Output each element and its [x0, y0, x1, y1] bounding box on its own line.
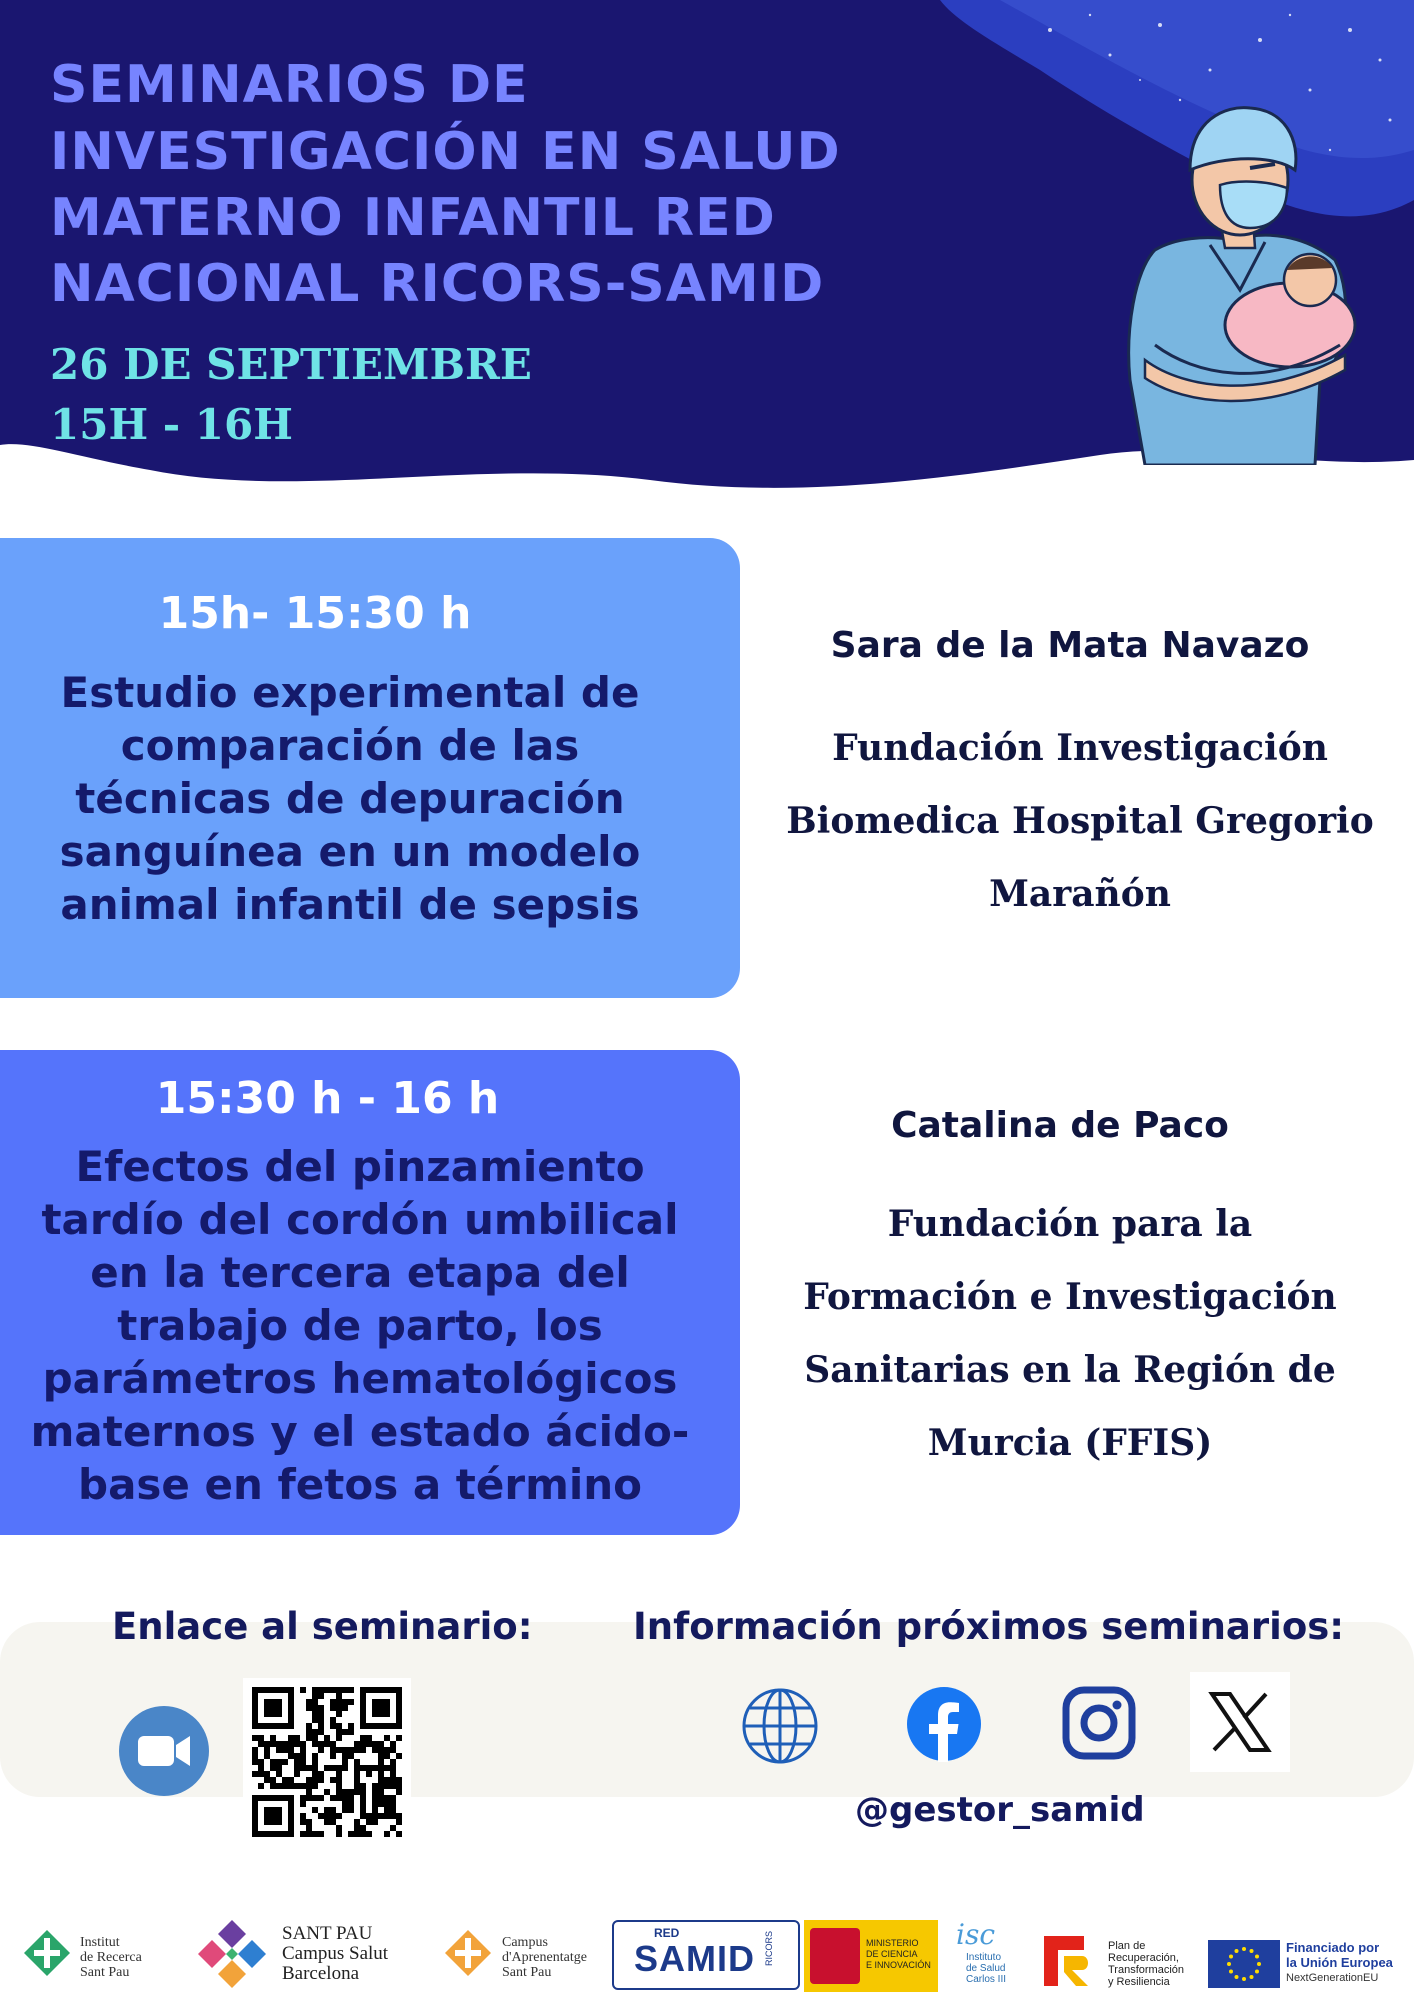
institut-recerca-logo-text: Institut de Recerca Sant Pau — [80, 1935, 142, 1980]
samid-label: SAMID — [634, 1938, 755, 1979]
title-line-3: MATERNO INFANTIL RED — [50, 188, 776, 248]
event-date: 26 DE SEPTIEMBRE — [50, 340, 532, 389]
ricors-label: RICORS — [764, 1930, 774, 1966]
facebook-icon[interactable] — [906, 1686, 982, 1762]
seminar-link-label: Enlace al seminario: — [112, 1605, 533, 1648]
session-2-speaker: Catalina de Paco — [891, 1105, 1229, 1146]
session-1-time: 15h- 15:30 h — [158, 588, 472, 639]
isciii-logo-text: Instituto de Salud Carlos III — [966, 1952, 1007, 1985]
santpau-campus-logo-text: SANT PAU Campus Salut Barcelona — [282, 1923, 389, 1984]
eu-flag-icon — [1208, 1940, 1280, 1988]
x-icon[interactable] — [1190, 1672, 1290, 1772]
qr-code[interactable] — [243, 1678, 411, 1846]
campus-aprenentatge-logo-icon — [443, 1928, 493, 1978]
eu-nextgen-text: NextGenerationEU — [1286, 1972, 1379, 1984]
isciii-logo — [950, 1918, 1020, 1994]
social-handle[interactable]: @gestor_samid — [855, 1790, 1145, 1830]
globe-icon[interactable] — [740, 1686, 820, 1766]
nurse-with-baby-illustration — [1115, 100, 1395, 465]
eu-financed-text: Financiado por la Unión Europea — [1286, 1940, 1393, 1970]
session-1-title: Estudio experimental de comparación de las técnicas de depuración sanguínea en un modelo animal infantil de sepsis — [59, 668, 641, 929]
ministerio-logo — [804, 1920, 938, 1992]
title-line-1: SEMINARIOS DE — [50, 55, 529, 115]
session-2-time: 15:30 h - 16 h — [155, 1073, 500, 1124]
event-time: 15H - 16H — [50, 400, 293, 449]
spain-coat-of-arms-icon — [810, 1928, 860, 1984]
title-line-2: INVESTIGACIÓN EN SALUD — [50, 122, 841, 182]
santpau-campus-logo-icon — [196, 1918, 268, 1990]
zoom-icon[interactable] — [118, 1705, 210, 1797]
isciii-mark: isc — [956, 1918, 996, 1951]
session-2-organization: Fundación para la Formación e Investigación Sanitarias en la Región de Murcia (FFIS) — [803, 1203, 1337, 1464]
x-logo-glyph — [1190, 1672, 1290, 1772]
session-1-speaker: Sara de la Mata Navazo — [830, 625, 1310, 666]
samid-logo — [612, 1920, 800, 1990]
plan-recuperacion-logo-text: Plan de Recuperación, Transformación y Resiliencia — [1108, 1940, 1185, 1988]
info-label: Información próximos seminarios: — [633, 1605, 1345, 1648]
institut-recerca-logo-icon — [22, 1928, 72, 1978]
samid-red-label: RED — [654, 1926, 680, 1940]
plan-recuperacion-logo-icon — [1042, 1934, 1096, 1988]
qr-code-pattern — [243, 1678, 411, 1846]
instagram-icon[interactable] — [1062, 1686, 1136, 1760]
title-line-4: NACIONAL RICORS-SAMID — [50, 254, 825, 314]
campus-aprenentatge-logo-text: Campus d'Aprenentatge Sant Pau — [502, 1935, 587, 1980]
session-2-title: Efectos del pinzamiento tardío del cordón umbilical en la tercera etapa del trabajo de parto, los parámetros hematológicos maternos y el estado ácido- base en fetos a término — [30, 1142, 690, 1509]
ministerio-logo-text: MINISTERIO DE CIENCIA E INNOVACIÓN — [866, 1938, 931, 1970]
session-1-organization: Fundación Investigación Biomedica Hospital Gregorio Marañón — [786, 727, 1374, 915]
